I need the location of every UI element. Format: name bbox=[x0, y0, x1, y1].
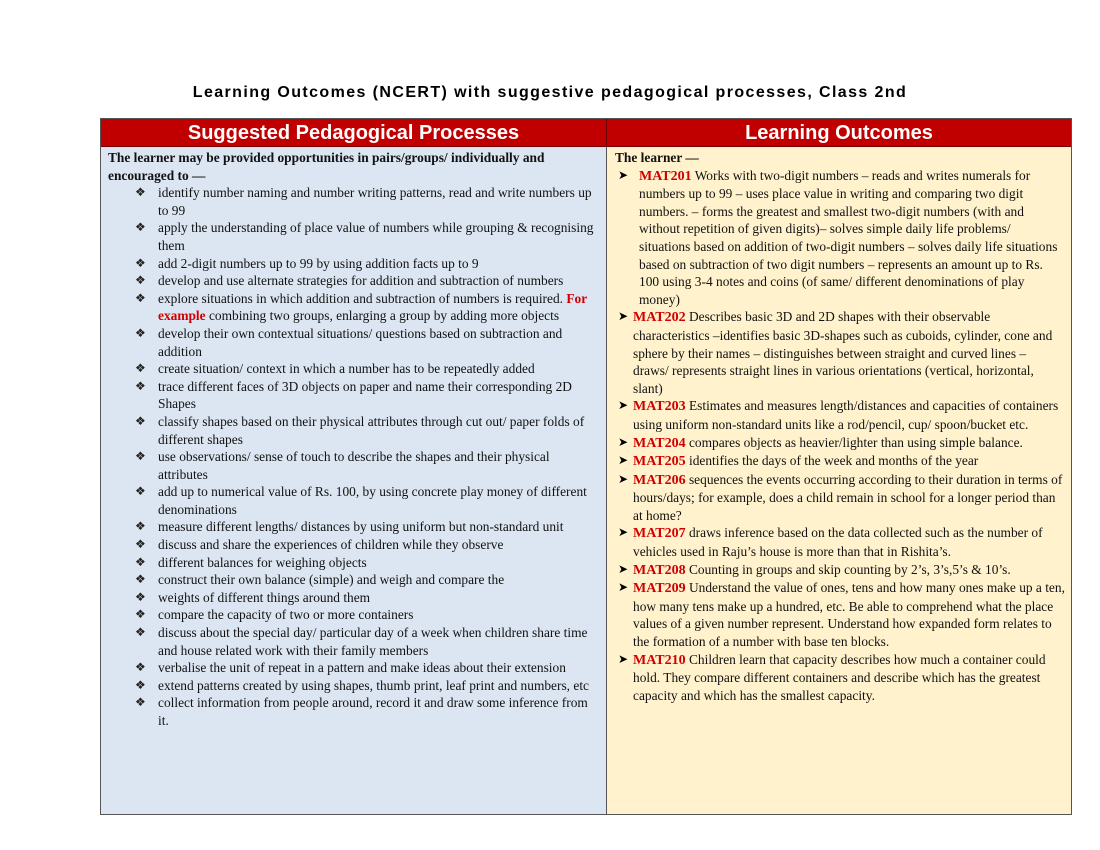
outcome-code: MAT202 bbox=[633, 310, 686, 326]
outcome-item bbox=[615, 471, 1065, 525]
pedagogy-item-text: different balances for weighing objects bbox=[158, 554, 367, 570]
diamond-bullet-icon: ❖ bbox=[135, 677, 146, 692]
outcome-item bbox=[615, 452, 1065, 471]
diamond-bullet-icon: ❖ bbox=[135, 255, 146, 270]
pedagogy-item bbox=[108, 606, 606, 624]
pedagogy-item-text: add 2-digit numbers up to 99 by using addition facts up to 9 bbox=[158, 255, 479, 271]
pedagogy-item-text: verbalise the unit of repeat in a pattern and make ideas about their extension bbox=[158, 660, 566, 676]
pedagogy-item bbox=[108, 272, 606, 290]
diamond-bullet-icon: ❖ bbox=[135, 449, 146, 464]
diamond-bullet-icon: ❖ bbox=[135, 660, 146, 675]
pedagogy-item-text: discuss about the special day/ particular day of a week when children share time and house related work with their family members bbox=[158, 625, 588, 658]
pedagogy-item bbox=[108, 571, 606, 589]
outcome-text: compares objects as heavier/lighter than using simple balance. bbox=[685, 434, 1023, 450]
outcome-item bbox=[615, 308, 1065, 397]
pedagogy-item-text: trace different faces of 3D objects on paper and name their corresponding 2D Shapes bbox=[158, 378, 572, 412]
pedagogy-item-text: develop their own contextual situations/ questions based on subtraction and addition bbox=[158, 325, 563, 359]
arrowhead-bullet-icon: ➤ bbox=[618, 561, 629, 576]
pedagogy-item-text: apply the understanding of place value of numbers while grouping & recognising them bbox=[158, 220, 594, 253]
pedagogy-item-text: use observations/ sense of touch to describe the shapes and their physical attributes bbox=[158, 449, 550, 482]
pedagogy-item bbox=[108, 518, 606, 536]
outcome-code: MAT208 bbox=[633, 562, 686, 578]
outcomes-cell bbox=[607, 147, 1071, 814]
outcome-text: draws inference based on the data collected such as the number of vehicles used in Raju’s house is more than that in Rishita’s. bbox=[633, 525, 1043, 560]
arrowhead-bullet-icon: ➤ bbox=[618, 167, 629, 182]
pedagogy-item bbox=[108, 184, 606, 219]
arrowhead-bullet-icon: ➤ bbox=[618, 453, 629, 468]
outcome-code: MAT207 bbox=[633, 526, 686, 542]
outcome-text: sequences the events occurring according to their duration in terms of hours/days; for example, does a child remain in school for a longer period than at home? bbox=[633, 471, 1063, 523]
diamond-bullet-icon: ❖ bbox=[135, 589, 146, 604]
pedagogy-item bbox=[108, 290, 606, 325]
arrowhead-bullet-icon: ➤ bbox=[618, 309, 629, 324]
outcome-code: MAT205 bbox=[633, 454, 686, 470]
pedagogy-item-text: discuss and share the experiences of children while they observe bbox=[158, 537, 504, 553]
diamond-bullet-icon: ❖ bbox=[135, 273, 146, 288]
document-title: Learning Outcomes (NCERT) with suggestive pedagogical processes, Class 2nd bbox=[192, 84, 908, 101]
arrowhead-bullet-icon: ➤ bbox=[618, 580, 629, 595]
outcome-item bbox=[615, 651, 1065, 705]
pedagogy-item bbox=[108, 378, 606, 413]
pedagogy-item bbox=[108, 448, 606, 483]
pedagogy-item bbox=[108, 219, 606, 254]
pedagogy-item bbox=[108, 325, 606, 360]
diamond-bullet-icon: ❖ bbox=[135, 572, 146, 587]
pedagogy-item-text: measure different lengths/ distances by using uniform but non-standard unit bbox=[158, 519, 564, 535]
outcome-text: Counting in groups and skip counting by 2’s, 3’s,5’s & 10’s. bbox=[685, 561, 1011, 577]
pedagogy-item-text: compare the capacity of two or more containers bbox=[158, 607, 414, 623]
arrowhead-bullet-icon: ➤ bbox=[618, 651, 629, 666]
outcome-item bbox=[615, 579, 1065, 650]
pedagogy-item-text: extend patterns created by using shapes, thumb print, leaf print and numbers, etc bbox=[158, 677, 589, 693]
header-learning-outcomes: Learning Outcomes bbox=[607, 119, 1071, 147]
pedagogy-item bbox=[108, 413, 606, 448]
pedagogy-item bbox=[108, 677, 606, 695]
outcome-code: MAT203 bbox=[633, 399, 686, 415]
outcome-item bbox=[615, 434, 1065, 453]
outcome-text: identifies the days of the week and months of the year bbox=[685, 453, 979, 469]
pedagogy-item-text: create situation/ context in which a number has to be repeatedly added bbox=[158, 361, 535, 377]
pedagogy-item bbox=[108, 255, 606, 273]
header-pedagogical-processes: Suggested Pedagogical Processes bbox=[101, 119, 607, 147]
diamond-bullet-icon: ❖ bbox=[135, 607, 146, 622]
diamond-bullet-icon: ❖ bbox=[135, 554, 146, 569]
pedagogy-item-text: explore situations in which addition and subtraction of numbers is required. bbox=[158, 290, 567, 306]
outcome-text: Works with two-digit numbers – reads and writes numerals for numbers up to 99 – uses place value in writing and comparing two digit numbers. – forms the greatest and smallest two-digit numbers (with and without repetition of given digits)– solves simple daily life problems/ situations based on addition of two-digit numbers – solves daily life situations based on subtraction of two digit numbers – represents an amount up to Rs. 100 using 3-4 notes and coins (of same/ different denominations of play money) bbox=[639, 167, 1058, 307]
outcome-code: MAT206 bbox=[633, 472, 686, 488]
diamond-bullet-icon: ❖ bbox=[135, 695, 146, 710]
pedagogy-item-text: weights of different things around them bbox=[158, 589, 371, 605]
pedagogy-item-text: classify shapes based on their physical attributes through cut out/ paper folds of different shapes bbox=[158, 413, 585, 447]
diamond-bullet-icon: ❖ bbox=[135, 484, 146, 499]
diamond-bullet-icon: ❖ bbox=[135, 378, 146, 393]
outcome-item bbox=[615, 167, 1065, 309]
pedagogy-item-text: identify number naming and number writing patterns, read and write numbers up to 99 bbox=[158, 185, 592, 218]
outcome-text: Describes basic 3D and 2D shapes with their observable characteristics –identifies basic 3D-shapes such as cuboids, cylinder, cone and sphere by their names – distinguishes between straight and curved lines – draws/ represents straight lines in various orientations (vertical, horizontal, slant) bbox=[633, 309, 1053, 396]
pedagogy-item-highlight: For example bbox=[158, 290, 587, 324]
pedagogy-item bbox=[108, 624, 606, 659]
outcome-text: Understand the value of ones, tens and how many ones make up a ten, how many tens make up a hundred, etc. Be able to comprehend what the place values of a given number represent. Understand how expanded form relates to the formation of a number with base ten blocks. bbox=[633, 580, 1065, 650]
pedagogy-item-text: develop and use alternate strategies for addition and subtraction of numbers bbox=[158, 273, 564, 289]
pedagogy-item-text-cont: combining two groups, enlarging a group by adding more objects bbox=[205, 308, 560, 324]
outcome-item bbox=[615, 397, 1065, 433]
outcome-code: MAT204 bbox=[633, 435, 686, 451]
arrowhead-bullet-icon: ➤ bbox=[618, 525, 629, 540]
pedagogy-list bbox=[108, 184, 606, 729]
outcome-code: MAT210 bbox=[633, 652, 686, 668]
outcomes-list bbox=[615, 167, 1065, 705]
pedagogy-intro: The learner may be provided opportunities in pairs/groups/ individually and encouraged to — bbox=[108, 150, 545, 183]
outcome-text: Estimates and measures length/distances and capacities of containers using uniform non-standard units like a rod/pencil, cup/ spoon/bucket etc. bbox=[633, 398, 1059, 432]
diamond-bullet-icon: ❖ bbox=[135, 361, 146, 376]
outcome-text: Children learn that capacity describes how much a container could hold. They compare different containers and describe which has the greatest capacity and which has the smallest capacity. bbox=[633, 651, 1046, 703]
arrowhead-bullet-icon: ➤ bbox=[618, 398, 629, 413]
pedagogy-item-text: collect information from people around, record it and draw some inference from it. bbox=[158, 695, 588, 728]
pedagogy-item bbox=[108, 360, 606, 378]
outcome-code: MAT201 bbox=[639, 168, 692, 184]
outcome-item bbox=[615, 561, 1065, 580]
outcomes-intro: The learner — bbox=[615, 150, 699, 165]
pedagogy-item-text: construct their own balance (simple) and weigh and compare the bbox=[158, 572, 505, 588]
pedagogy-item bbox=[108, 554, 606, 572]
pedagogy-cell bbox=[101, 147, 607, 814]
diamond-bullet-icon: ❖ bbox=[135, 519, 146, 534]
learning-outcomes-table bbox=[100, 118, 1072, 815]
pedagogy-item bbox=[108, 694, 606, 729]
pedagogy-item bbox=[108, 659, 606, 677]
pedagogy-item-text: add up to numerical value of Rs. 100, by using concrete play money of different denominations bbox=[158, 484, 587, 517]
outcome-item bbox=[615, 524, 1065, 560]
arrowhead-bullet-icon: ➤ bbox=[618, 471, 629, 486]
outcome-code: MAT209 bbox=[633, 581, 686, 597]
pedagogy-item bbox=[108, 536, 606, 554]
pedagogy-item bbox=[108, 483, 606, 518]
diamond-bullet-icon: ❖ bbox=[135, 290, 146, 305]
pedagogy-item bbox=[108, 589, 606, 607]
diamond-bullet-icon: ❖ bbox=[135, 325, 146, 340]
diamond-bullet-icon: ❖ bbox=[135, 537, 146, 552]
diamond-bullet-icon: ❖ bbox=[135, 413, 146, 428]
diamond-bullet-icon: ❖ bbox=[135, 220, 146, 235]
arrowhead-bullet-icon: ➤ bbox=[618, 434, 629, 449]
diamond-bullet-icon: ❖ bbox=[135, 185, 146, 200]
diamond-bullet-icon: ❖ bbox=[135, 625, 146, 640]
